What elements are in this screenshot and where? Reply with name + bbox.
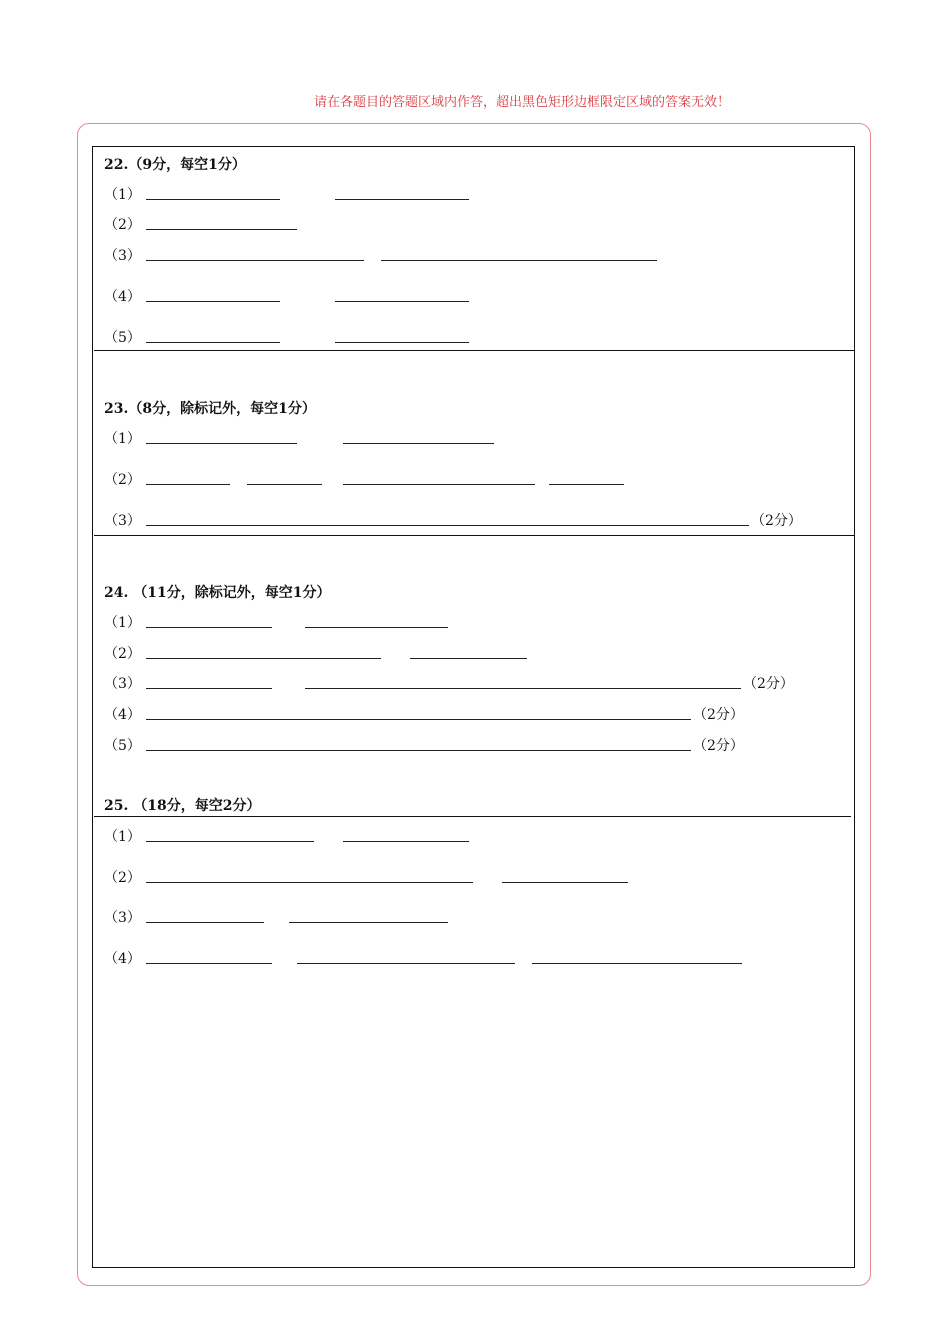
- answer-blank[interactable]: [146, 525, 749, 526]
- answer-blank[interactable]: [146, 443, 297, 444]
- row-label: （4）: [104, 289, 141, 305]
- answer-blank[interactable]: [532, 963, 742, 964]
- answer-blank[interactable]: [335, 342, 469, 343]
- answer-blank[interactable]: [146, 922, 264, 923]
- answer-blank[interactable]: [343, 841, 469, 842]
- answer-blank[interactable]: [146, 229, 297, 230]
- answer-blank[interactable]: [146, 658, 381, 659]
- row-label: （2）: [104, 217, 141, 233]
- points-note: （2分）: [743, 676, 794, 692]
- answer-blank[interactable]: [305, 688, 741, 689]
- answer-blank[interactable]: [502, 882, 628, 883]
- question-24-title: 24. （11分，除标记外，每空1分）: [104, 585, 331, 601]
- row-label: （2）: [104, 646, 141, 662]
- answer-blank[interactable]: [297, 963, 515, 964]
- answer-blank[interactable]: [381, 260, 657, 261]
- answer-blank[interactable]: [146, 719, 691, 720]
- row-label: （2）: [104, 472, 141, 488]
- section-divider: [94, 350, 855, 351]
- row-label: （3）: [104, 910, 141, 926]
- section-divider: [94, 535, 855, 536]
- row-label: （5）: [104, 330, 141, 346]
- section-divider: [94, 816, 851, 817]
- answer-blank[interactable]: [146, 260, 364, 261]
- answer-blank[interactable]: [289, 922, 448, 923]
- answer-area-notice: 请在各题目的答题区域内作答，超出黑色矩形边框限定区域的答案无效！: [313, 95, 730, 110]
- row-label: （1）: [104, 615, 141, 631]
- row-label: （1）: [104, 829, 141, 845]
- row-label: （4）: [104, 951, 141, 967]
- answer-blank[interactable]: [146, 301, 280, 302]
- question-25-title: 25. （18分，每空2分）: [104, 798, 261, 814]
- points-note: （2分）: [693, 707, 744, 723]
- answer-blank[interactable]: [247, 484, 322, 485]
- row-label: （2）: [104, 870, 141, 886]
- answer-blank[interactable]: [146, 963, 272, 964]
- answer-blank[interactable]: [305, 627, 448, 628]
- answer-blank[interactable]: [549, 484, 624, 485]
- row-label: （1）: [104, 187, 141, 203]
- row-label: （4）: [104, 707, 141, 723]
- answer-blank[interactable]: [146, 199, 280, 200]
- answer-blank[interactable]: [343, 443, 494, 444]
- answer-blank[interactable]: [146, 882, 473, 883]
- answer-blank[interactable]: [146, 627, 272, 628]
- answer-blank[interactable]: [146, 688, 272, 689]
- answer-blank[interactable]: [335, 301, 469, 302]
- row-label: （3）: [104, 248, 141, 264]
- row-label: （3）: [104, 676, 141, 692]
- answer-blank[interactable]: [146, 484, 230, 485]
- row-label: （1）: [104, 431, 141, 447]
- row-label: （5）: [104, 738, 141, 754]
- answer-blank[interactable]: [410, 658, 527, 659]
- question-22-title: 22.（9分，每空1分）: [104, 157, 246, 173]
- points-note: （2分）: [693, 738, 744, 754]
- question-23-title: 23.（8分，除标记外，每空1分）: [104, 401, 316, 417]
- answer-blank[interactable]: [146, 342, 280, 343]
- points-note: （2分）: [751, 513, 802, 529]
- row-label: （3）: [104, 513, 141, 529]
- answer-blank[interactable]: [335, 199, 469, 200]
- answer-blank[interactable]: [146, 841, 314, 842]
- answer-blank[interactable]: [146, 750, 691, 751]
- answer-blank[interactable]: [343, 484, 535, 485]
